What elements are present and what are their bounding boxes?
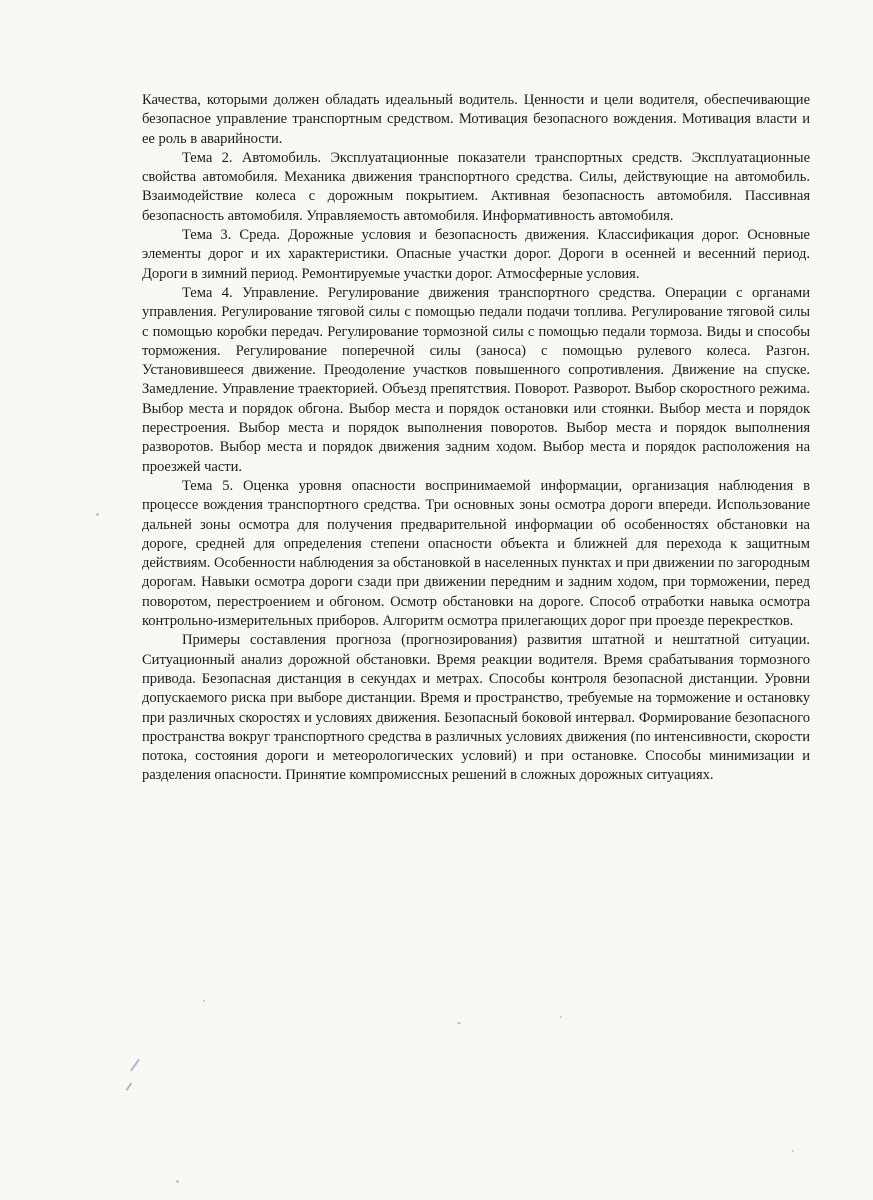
document-body <box>142 91 810 786</box>
scan-ink-mark <box>126 1082 132 1090</box>
scan-speck <box>457 1022 461 1024</box>
paragraph-topic-5-hazard-assessment: Тема 5. Оценка уровня опасности воспринимаемой информации, организация наблюдения в процессе вождения транспортного средства. Три основных зоны осмотра дороги впереди. Использование дальней зоны осмотра для получения предварительной информации об особенностях обстановки на дороге, средней для определения степени опасности объекта и ближней для перехода к защитным действиям. Особенности наблюдения за обстановкой в населенных пунктах и при движении по загородным дорогам. Навыки осмотра дороги сзади при движении передним и задним ходом, при торможении, перед поворотом, перестроением и обгоном. Осмотр обстановки на дороге. Способ отработки навыка осмотра контрольно-измерительных приборов. Алгоритм осмотра прилегающих дорог при проезде перекрестков. <box>142 477 810 630</box>
paragraph-driver-qualities: Качества, которыми должен обладать идеальный водитель. Ценности и цели водителя, обеспечивающие безопасное управление транспортным средством. Мотивация безопасного вождения. Мотивация власти и ее роль в аварийности. <box>142 92 810 147</box>
scan-ink-mark <box>130 1059 139 1071</box>
scan-speck <box>560 1016 562 1018</box>
paragraph-topic-3-environment: Тема 3. Среда. Дорожные условия и безопасность движения. Классификация дорог. Основные элементы дорог и их характеристики. Опасные участки дорог. Дороги в осенней и весенний период. Дороги в зимний период. Ремонтируемые участки дорог. Атмосферные условия. <box>142 227 810 282</box>
paragraph-forecasting-examples: Примеры составления прогноза (прогнозирования) развития штатной и нештатной ситуации. Ситуационный анализ дорожной обстановки. Время реакции водителя. Время срабатывания тормозного привода. Безопасная дистанция в секундах и метрах. Способы контроля безопасной дистанции. Уровни допускаемого риска при выборе дистанции. Время и пространство, требуемые на торможение и остановку при различных скоростях и условиях движения. Безопасный боковой интервал. Формирование безопасного пространства вокруг транспортного средства в различных условиях движения (по интенсивности, скорости потока, состояния дороги и метеорологических условий) и при остановке. Способы минимизации и разделения опасности. Принятие компромиссных решений в сложных дорожных ситуациях. <box>142 632 810 784</box>
paragraph-topic-4-control: Тема 4. Управление. Регулирование движения транспортного средства. Операции с органами управления. Регулирование тяговой силы с помощью педали подачи топлива. Регулирование тяговой силы с помощью коробки передач. Регулирование тормозной силы с помощью педали тормоза. Виды и способы торможения. Регулирование поперечной силы (заноса) с помощью рулевого колеса. Разгон. Установившееся движение. Преодоление участков повышенного сопротивления. Движение на спуске. Замедление. Управление траекторией. Объезд препятствия. Поворот. Разворот. Выбор скоростного режима. Выбор места и порядок обгона. Выбор места и порядок остановки или стоянки. Выбор места и порядок перестроения. Выбор места и порядок выполнения поворотов. Выбор места и порядок выполнения разворотов. Выбор места и порядок движения задним ходом. Выбор места и порядок расположения на проезжей части. <box>142 284 810 475</box>
paragraph-topic-2-vehicle: Тема 2. Автомобиль. Эксплуатационные показатели транспортных средств. Эксплуатационные свойства автомобиля. Механика движения транспортного средства. Силы, действующие на автомобиль. Взаимодействие колеса с дорожным покрытием. Активная безопасность автомобиля. Пассивная безопасность автомобиля. Управляемость автомобиля. Информативность автомобиля. <box>142 149 810 224</box>
scan-speck <box>96 513 99 516</box>
scan-speck <box>176 1180 179 1183</box>
scan-speck <box>203 1000 205 1002</box>
scan-speck <box>792 1150 794 1152</box>
